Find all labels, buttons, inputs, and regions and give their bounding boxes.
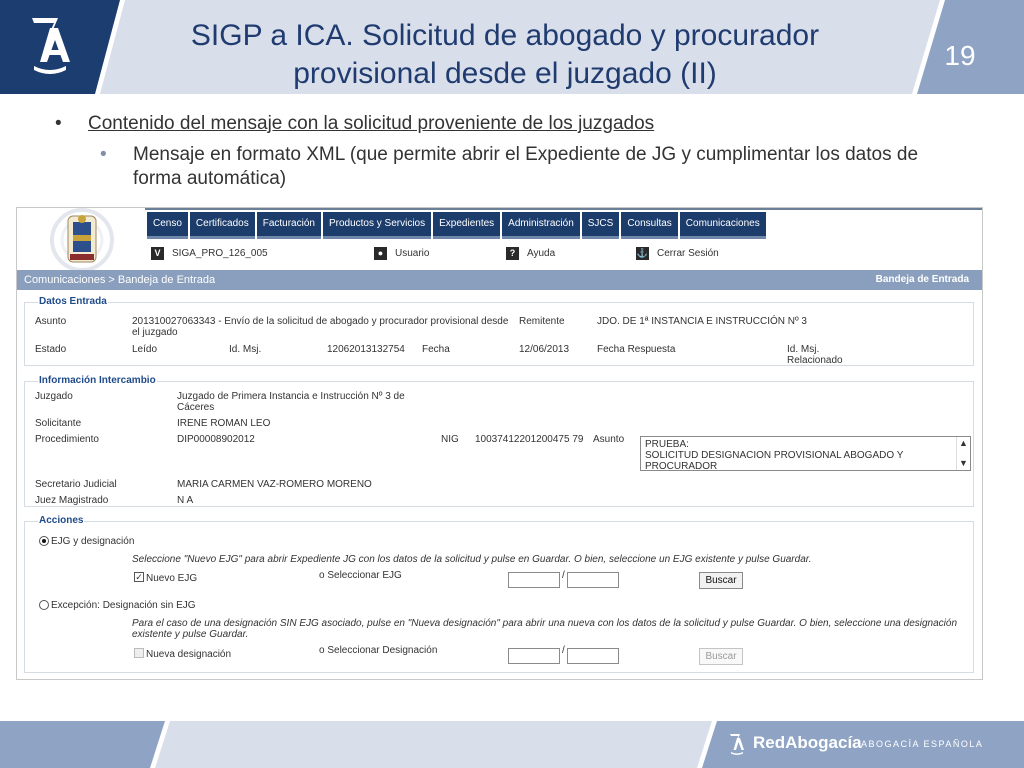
menu-topline — [145, 208, 982, 210]
remitente-label: Remitente — [519, 316, 565, 327]
procedimiento-label: Procedimiento — [35, 434, 99, 445]
asunto-textarea[interactable] — [640, 436, 971, 471]
logout-label: Cerrar Sesión — [657, 248, 719, 259]
remitente-value: JDO. DE 1ª INSTANCIA E INSTRUCCIÓN Nº 3 — [597, 316, 807, 327]
solicitante-value: IRENE ROMAN LEO — [177, 418, 271, 429]
version-icon: V — [151, 247, 164, 260]
radio-ejg-designacion[interactable] — [39, 536, 49, 546]
logout-link[interactable] — [636, 247, 719, 260]
textarea-line3: PROCURADOR — [645, 461, 718, 472]
slide-title-line-1: SIGP a ICA. Solicitud de abogado y procurador — [190, 19, 820, 52]
seleccionar-designacion-label: o Seleccionar Designación — [319, 645, 438, 656]
buscar-ejg-button[interactable]: Buscar — [699, 572, 743, 589]
info-asunto-label: Asunto — [593, 434, 625, 445]
radio-ejg-designacion-label: EJG y designación — [51, 536, 135, 547]
asunto-value-line1: 201310027063343 - Envío de la solicitud de abogado y procurador provisional desde — [132, 316, 509, 327]
menu-comunicaciones[interactable]: Comunicaciones — [680, 212, 766, 239]
user-label: Usuario — [395, 248, 430, 259]
footer-brand: RedAbogacía — [753, 733, 862, 752]
radio-designacion-sin-ejg[interactable] — [39, 600, 49, 610]
key-icon: ⚓ — [636, 248, 649, 258]
user-icon: ● — [374, 247, 387, 260]
idmsj-relacionado-label-line2: Relacionado — [787, 355, 843, 366]
siga-app-screenshot — [16, 207, 983, 680]
checkbox-nuevo-ejg-label: Nuevo EJG — [146, 573, 198, 584]
idmsj-label: Id. Msj. — [229, 344, 262, 355]
designacion-year-input[interactable] — [508, 648, 560, 664]
estado-label: Estado — [35, 344, 67, 355]
juzgado-value-line2: Cáceres — [177, 402, 215, 413]
page-label: Bandeja de Entrada — [875, 274, 969, 285]
menu-censo[interactable]: Censo — [147, 212, 188, 239]
menu-productos-servicios[interactable]: Productos y Servicios — [323, 212, 431, 239]
designacion-number-input[interactable] — [567, 648, 619, 664]
chevron-up-icon[interactable]: ▲ — [959, 438, 968, 448]
help-label: Ayuda — [527, 248, 556, 259]
legend-acciones: Acciones — [39, 515, 84, 526]
legend-datos-entrada: Datos Entrada — [39, 296, 107, 307]
textarea-line1: PRUEBA: — [645, 439, 689, 450]
nig-label: NIG — [441, 434, 459, 445]
ejg-year-input[interactable] — [508, 572, 560, 588]
textarea-line2: SOLICITUD DESIGNACION PROVISIONAL ABOGADO Y — [645, 450, 904, 461]
buscar-designacion-button[interactable]: Buscar — [699, 648, 743, 665]
sub-bullet-marker: • — [100, 144, 107, 165]
footer-subtitle: ABOGACÍA ESPAÑOLA — [861, 739, 984, 749]
juez-value: N A — [177, 495, 194, 506]
version-info — [151, 247, 268, 260]
seleccionar-ejg-label: o Seleccionar EJG — [319, 570, 402, 581]
radio-designacion-sin-ejg-label: Excepción: Designación sin EJG — [51, 600, 196, 611]
solicitante-label: Solicitante — [35, 418, 82, 429]
version-label: SIGA_PRO_126_005 — [172, 248, 268, 259]
checkbox-nueva-designacion-label: Nueva designación — [146, 649, 232, 660]
menu-expedientes[interactable]: Expedientes — [433, 212, 500, 239]
menu-sjcs[interactable]: SJCS — [582, 212, 620, 239]
colegio-crest-icon — [20, 208, 148, 270]
opt2-help-text-line2: existente y pulse Guardar. — [132, 629, 249, 640]
menu-administracion[interactable]: Administración — [502, 212, 580, 239]
fecha-label: Fecha — [422, 344, 450, 355]
juez-label: Juez Magistrado — [35, 495, 109, 506]
menu-certificados[interactable]: Certificados — [190, 212, 255, 239]
slide-title-line-2: provisional desde el juzgado (II) — [293, 57, 717, 90]
asunto-value-line2: el juzgado — [132, 327, 178, 338]
breadcrumb: Comunicaciones > Bandeja de Entrada — [24, 274, 216, 286]
secretario-label: Secretario Judicial — [35, 479, 117, 490]
idmsj-relacionado-label-line1: Id. Msj. — [787, 344, 820, 355]
idmsj-value: 12062013132754 — [327, 344, 405, 355]
nig-value: 10037412201200475 79 — [475, 434, 584, 445]
asunto-label: Asunto — [35, 316, 67, 327]
legend-informacion-intercambio: Información Intercambio — [39, 375, 156, 386]
bullet-text: Contenido del mensaje con la solicitud proveniente de los juzgados — [88, 113, 655, 134]
help-link[interactable] — [506, 247, 555, 260]
checkbox-nueva-designacion[interactable] — [134, 648, 144, 658]
ejg-slash: / — [562, 570, 565, 581]
fecha-value: 12/06/2013 — [519, 344, 570, 355]
redabogacia-logo-icon — [729, 733, 745, 755]
slide-number: 19 — [944, 40, 976, 71]
juzgado-label: Juzgado — [35, 391, 73, 402]
help-icon: ? — [506, 247, 519, 260]
bullet-marker: • — [55, 113, 62, 134]
fecha-respuesta-label: Fecha Respuesta — [597, 344, 676, 355]
secretario-value: MARIA CARMEN VAZ-ROMERO MORENO — [177, 479, 372, 490]
main-menu — [147, 212, 768, 239]
estado-value: Leído — [132, 344, 158, 355]
abogacia-logo-icon — [28, 12, 72, 74]
ejg-number-input[interactable] — [567, 572, 619, 588]
chevron-down-icon[interactable]: ▼ — [959, 458, 968, 468]
juzgado-value-line1: Juzgado de Primera Instancia e Instrucción Nº 3 de — [177, 391, 405, 402]
designacion-slash: / — [562, 645, 565, 656]
slide-title — [150, 17, 860, 93]
user-link[interactable] — [374, 247, 429, 260]
breadcrumb-bar — [17, 270, 982, 290]
checkbox-nuevo-ejg[interactable]: ✓ — [135, 572, 143, 582]
textarea-scrollbar[interactable] — [956, 437, 970, 470]
procedimiento-value: DIP00008902012 — [177, 434, 255, 445]
menu-consultas[interactable]: Consultas — [621, 212, 677, 239]
opt2-help-text-line1: Para el caso de una designación SIN EJG asociado, pulse en "Nueva designación" para abrir una nueva con los datos de la solicitud y pulse Guardar. O bien, seleccione una designación — [132, 618, 958, 629]
opt1-help-text: Seleccione "Nuevo EJG" para abrir Expediente JG con los datos de la solicitud y pulse en Guardar. O bien, seleccione un EJG existente y pulse Guardar. — [132, 554, 812, 565]
sub-bullet-text: Mensaje en formato XML (que permite abrir el Expediente de JG y cumplimentar los datos de forma automática) — [133, 144, 919, 189]
menu-facturacion[interactable]: Facturación — [257, 212, 321, 239]
